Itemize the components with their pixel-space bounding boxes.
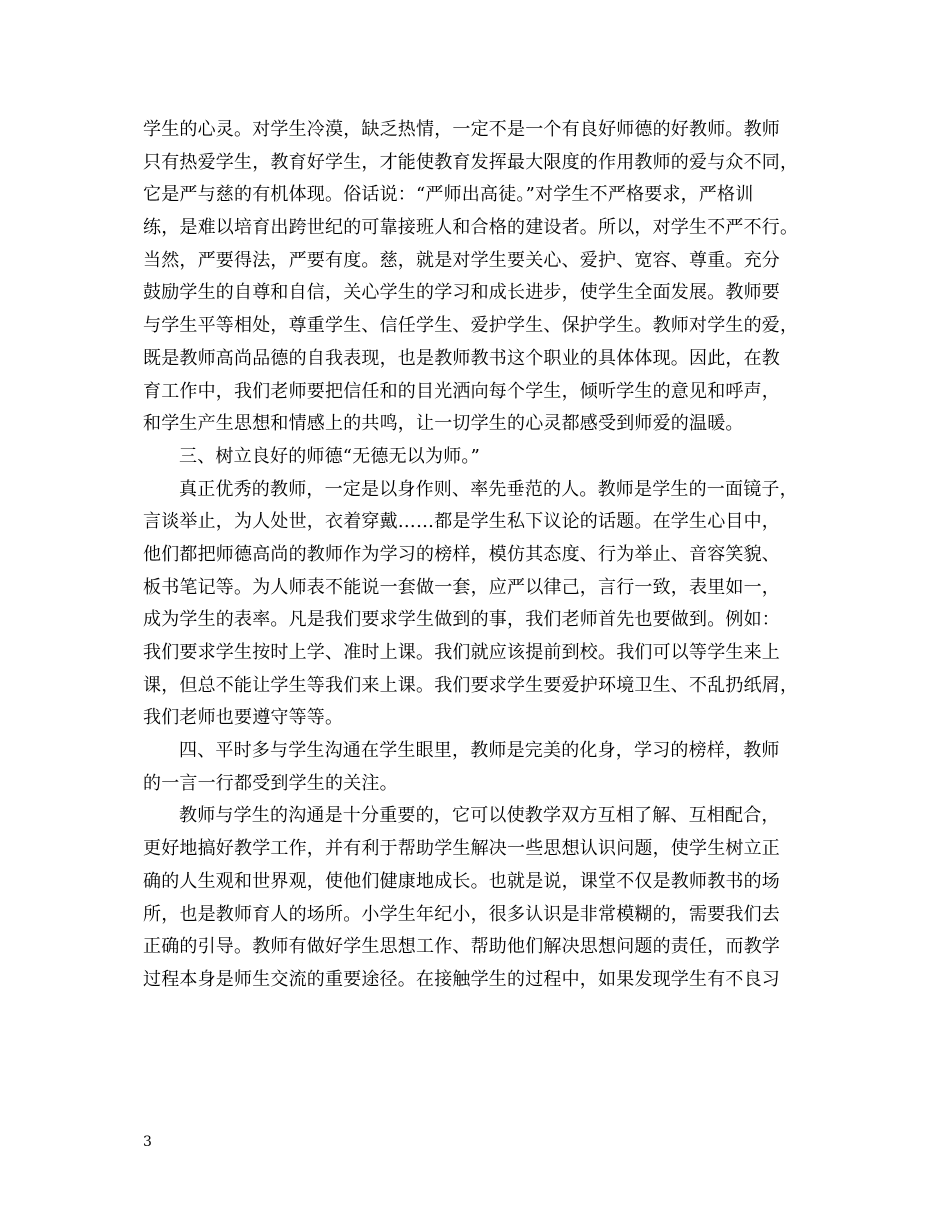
text-line: 他们都把师德高尚的教师作为学习的榜样，模仿其态度、行为举止、音容笑貌、 xyxy=(143,543,780,565)
text-line: 三、树立良好的师德“无德无以为师。” xyxy=(179,445,481,467)
text-line: 只有热爱学生，教育好学生，才能使教育发挥最大限度的作用教师的爱与众不同， xyxy=(143,151,799,173)
text-line: 确的人生观和世界观，使他们健康地成长。也就是说，课堂不仅是教师教书的场 xyxy=(143,870,780,892)
text-line: 和学生产生思想和情感上的共鸣，让一切学生的心灵都感受到师爱的温暖。 xyxy=(143,413,744,435)
text-line: 的一言一行都受到学生的关注。 xyxy=(143,772,398,794)
text-line: 过程本身是师生交流的重要途径。在接触学生的过程中，如果发现学生有不良习 xyxy=(143,968,780,990)
text-line: 鼓励学生的自尊和自信，关心学生的学习和成长进步，使学生全面发展。教师要 xyxy=(143,282,780,304)
text-line: 言谈举止，为人处世，衣着穿戴……都是学生私下议论的话题。在学生心目中， xyxy=(143,511,780,533)
text-line: 我们老师也要遵守等等。 xyxy=(143,707,344,729)
text-line: 我们要求学生按时上学、准时上课。我们就应该提前到校。我们可以等学生来上 xyxy=(143,642,780,663)
page-number: 3 xyxy=(143,1134,152,1150)
text-line: 板书笔记等。为人师表不能说一套做一套，应严以律己，言行一致，表里如一， xyxy=(143,576,780,598)
text-line: 当然，严要得法，严要有度。慈，就是对学生要关心、爱护、宽容、尊重。充分 xyxy=(143,249,780,271)
text-line: 正确的引导。教师有做好学生思想工作、帮助他们解决思想问题的责任，而教学 xyxy=(143,936,780,958)
body-text xyxy=(143,114,808,997)
text-line: 练，是难以培育出跨世纪的可靠接班人和合格的建设者。所以，对学生不严不行。 xyxy=(143,217,799,239)
text-line: 教师与学生的沟通是十分重要的，它可以使教学双方互相了解、互相配合， xyxy=(179,805,780,827)
text-line: 学生的心灵。对学生冷漠，缺乏热情，一定不是一个有良好师德的好教师。教师 xyxy=(143,119,780,140)
text-line: 它是严与慈的有机体现。俗话说：“严师出高徒。”对学生不严格要求，严格训 xyxy=(143,184,754,206)
text-line: 真正优秀的教师，一定是以身作则、率先垂范的人。教师是学生的一面镜子， xyxy=(179,478,798,500)
text-line: 既是教师高尚品德的自我表现，也是教师教书这个职业的具体体现。因此，在教 xyxy=(143,347,780,369)
text-line: 成为学生的表率。凡是我们要求学生做到的事，我们老师首先也要做到。例如： xyxy=(143,609,780,631)
text-line: 课，但总不能让学生等我们来上课。我们要求学生要爱护环境卫生、不乱扔纸屑， xyxy=(143,674,799,696)
text-line: 更好地搞好教学工作，并有利于帮助学生解决一些思想认识问题，使学生树立正 xyxy=(143,838,780,860)
text-line: 四、平时多与学生沟通在学生眼里，教师是完美的化身，学习的榜样，教师 xyxy=(179,740,780,762)
text-line: 育工作中，我们老师要把信任和的目光洒向每个学生，倾听学生的意见和呼声， xyxy=(143,380,780,402)
text-line: 所，也是教师育人的场所。小学生年纪小，很多认识是非常模糊的，需要我们去 xyxy=(143,903,780,925)
text-line: 与学生平等相处，尊重学生、信任学生、爱护学生、保护学生。教师对学生的爱， xyxy=(143,315,799,337)
